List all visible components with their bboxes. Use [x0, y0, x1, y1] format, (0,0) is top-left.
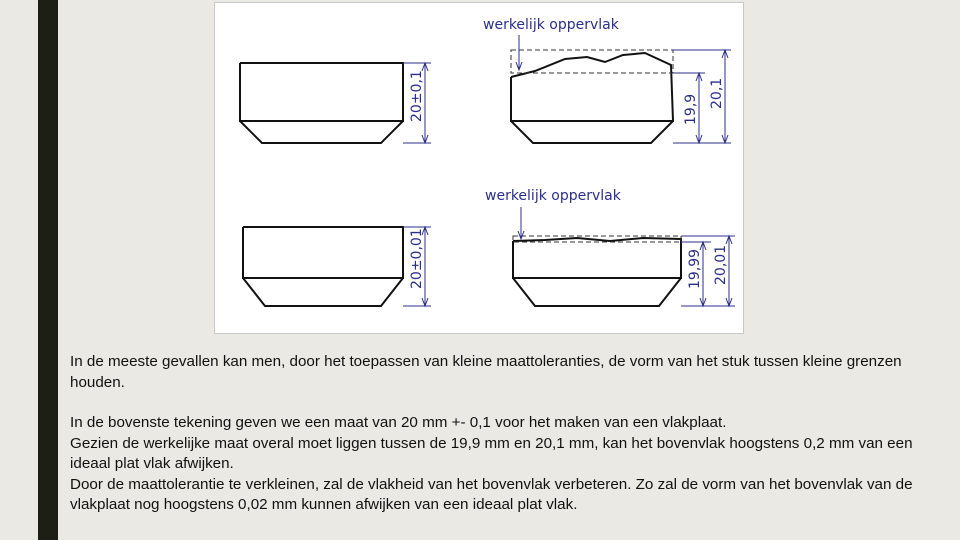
- paragraph-line-3: Door de maattolerantie te verkleinen, zal de vlakheid van het bovenvlak verbeteren. Zo zal de vorm van het bovenvlak van de vlakplaat nog hoogstens 0,02 mm kunnen afwijken van een ideaal plat vlak.: [70, 475, 913, 513]
- dim-label-bottom-inner: 19,99: [687, 248, 703, 289]
- paragraph-spacer: [70, 393, 930, 413]
- paragraph-line-1: In de bovenste tekening geven we een maat van 20 mm +- 0,1 voor het maken van een vlakplaat.: [70, 414, 727, 431]
- part-bottom-right: [513, 238, 681, 306]
- paragraph-intro: In de meeste gevallen kan men, door het toepassen van kleine maattoleranties, de vorm van het stuk tussen kleine grenzen houden.: [70, 353, 902, 391]
- dim-label-bottom-outer: 20,01: [713, 244, 729, 285]
- paragraph-line-2: Gezien de werkelijke maat overal moet liggen tussen de 19,9 mm en 20,1 mm, kan het bovenvlak hoogstens 0,2 mm van een ideaal plat vlak afwijken.: [70, 434, 913, 472]
- drawing-svg: [215, 3, 745, 335]
- body-text: [70, 352, 930, 516]
- label-werkelijk-oppervlak-top: werkelijk oppervlak: [483, 17, 619, 33]
- label-werkelijk-oppervlak-bottom: werkelijk oppervlak: [485, 188, 621, 204]
- dim-label-top-left: 20±0,1: [409, 70, 425, 122]
- dim-label-top-outer: 20,1: [709, 77, 725, 109]
- tolerance-zone-top: [511, 50, 673, 73]
- accent-bar: [38, 0, 58, 540]
- dim-label-bottom-left: 20±0,01: [409, 228, 425, 289]
- part-top-left: [240, 63, 403, 143]
- technical-drawing: [214, 2, 744, 334]
- dimension-top-right: [516, 35, 731, 143]
- part-bottom-left: [243, 227, 403, 306]
- dim-label-top-inner: 19,9: [683, 93, 699, 125]
- part-top-right: [511, 53, 673, 143]
